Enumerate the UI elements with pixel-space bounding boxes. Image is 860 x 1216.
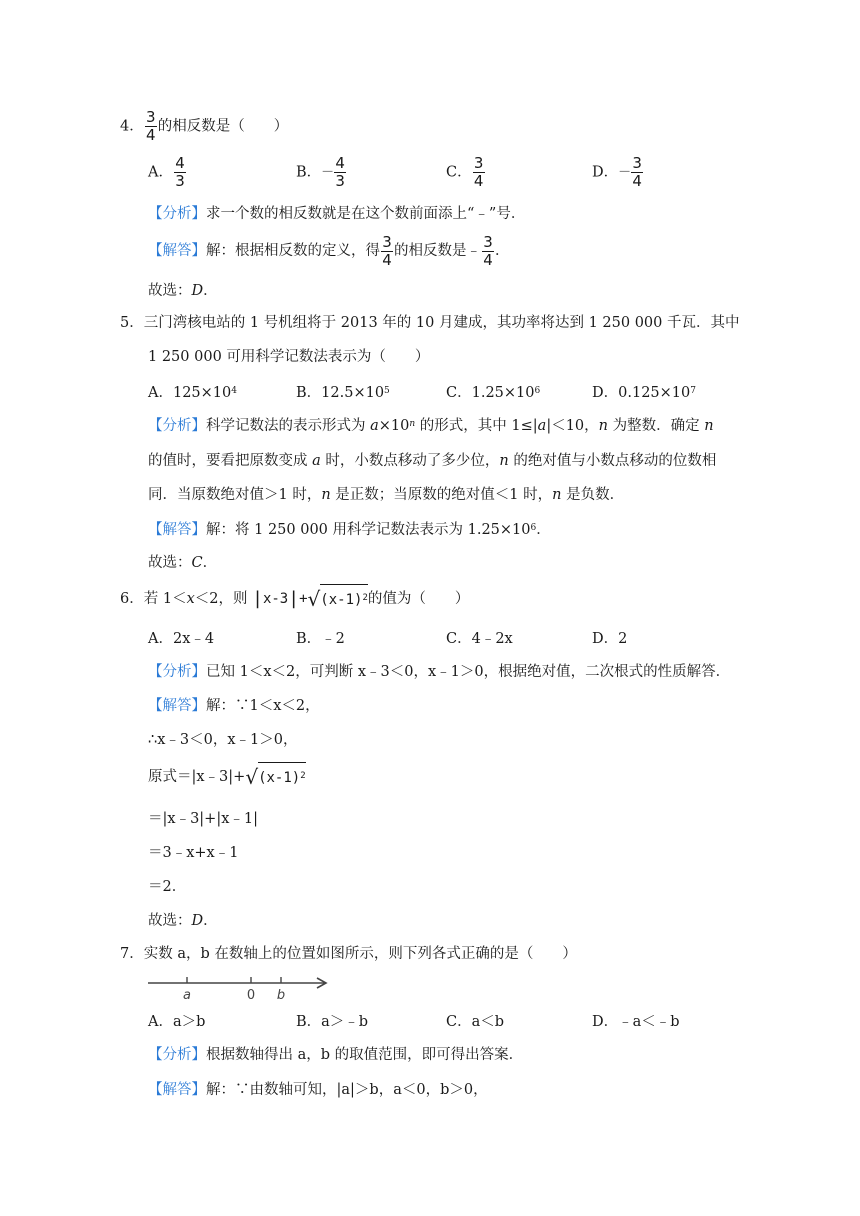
q4-stem bbox=[120, 110, 288, 143]
q4-choice: 故选：D． bbox=[148, 283, 218, 299]
q6-answer: 【解答】解：∵1＜x＜2， bbox=[148, 698, 320, 714]
q4-option-d: D．－ $\frac{3}{4}$ bbox=[592, 154, 642, 190]
answer-tag: 【解答】 bbox=[148, 522, 206, 538]
q4-question-text: 的相反数是（ ） bbox=[157, 118, 289, 135]
q4-option-a: A． $\frac{4}{3}$ bbox=[148, 154, 185, 190]
q5-number: 5． bbox=[120, 315, 144, 331]
q5-option-b: B．$12.5\times 10^5$ bbox=[296, 385, 390, 401]
q5-analysis-line2: 的值时，要看把原数变成 a 时，小数点移动了多少位，n 的绝对值与小数点移动的位数相 bbox=[148, 453, 717, 469]
q5-option-d: D．$0.125\times 10^7$ bbox=[592, 385, 696, 401]
analysis-tag: 【分析】 bbox=[148, 664, 206, 680]
q6-step5: ＝2． bbox=[148, 879, 187, 895]
q6-analysis: 【分析】已知 1＜x＜2，可判断 x﹣3＜0，x﹣1＞0，根据绝对值，二次根式的性质解答． bbox=[148, 664, 731, 680]
q6-option-c: C．4﹣2x bbox=[446, 631, 513, 647]
q6-option-b: B．﹣2 bbox=[296, 631, 345, 647]
q6-stem: 6．若 1＜x＜2，则 | x-3 | + √ $(x-1)^2$ 的值为（ ） bbox=[120, 584, 469, 614]
q4-fraction: $\frac{3}{4}$ bbox=[145, 108, 156, 144]
q7-stem: 7．实数 a，b 在数轴上的位置如图所示，则下列各式正确的是（ ） bbox=[120, 946, 577, 962]
q4-analysis: 【分析】求一个数的相反数就是在这个数前面添上“﹣”号． bbox=[148, 206, 526, 222]
q7-option-a: A．a＞b bbox=[148, 1014, 206, 1030]
q7-option-b: B．a＞﹣b bbox=[296, 1014, 369, 1030]
q6-option-d: D．2 bbox=[592, 631, 628, 647]
q5-answer: 【解答】解：将 1 250 000 用科学记数法表示为 $1.25\times 10^6$． bbox=[148, 522, 551, 538]
analysis-tag: 【分析】 bbox=[148, 206, 206, 222]
q5-choice: 故选：C． bbox=[148, 555, 218, 571]
q5-stem-line2: 1 250 000 可用科学记数法表示为（ ） bbox=[148, 349, 430, 365]
analysis-tag: 【分析】 bbox=[148, 1047, 206, 1063]
axis-label-b: b bbox=[276, 988, 286, 1002]
analysis-tag: 【分析】 bbox=[148, 418, 206, 434]
q4-answer: 【解答】解：根据相反数的定义，得 $\frac{3}{4}$ 的相反数是﹣ $\frac{3}{4}$ ． bbox=[148, 232, 510, 269]
q5-option-c: C．$1.25\times 10^6$ bbox=[446, 385, 541, 401]
q6-choice: 故选：D． bbox=[148, 913, 218, 929]
q6-step2: 原式＝|x﹣3|+ √ $(x-1)^2$ bbox=[148, 762, 306, 792]
q7-number: 7． bbox=[120, 946, 144, 962]
q6-step1: ∴x﹣3＜0，x﹣1＞0， bbox=[148, 732, 298, 748]
answer-tag: 【解答】 bbox=[148, 698, 206, 714]
axis-label-0: 0 bbox=[246, 988, 256, 1002]
q5-analysis-line1: 【分析】科学记数法的表示形式为 $a\times 10^n$ 的形式，其中 1≤|a|＜10，n 为整数．确定 n bbox=[148, 418, 714, 434]
q4-number: 4． bbox=[120, 118, 144, 135]
q6-step3: ＝|x﹣3|+|x﹣1| bbox=[148, 811, 258, 827]
q5-option-a: A．$125\times 10^4$ bbox=[148, 385, 237, 401]
q5-analysis-line3: 同．当原数绝对值＞1 时，n 是正数；当原数的绝对值＜1 时，n 是负数． bbox=[148, 487, 625, 503]
q6-expression: | x-3 | + √ $(x-1)^2$ bbox=[252, 584, 368, 614]
number-line-figure bbox=[145, 972, 335, 1002]
q4-option-b: B．－ $\frac{4}{3}$ bbox=[296, 154, 345, 190]
q6-option-a: A．2x﹣4 bbox=[148, 631, 215, 647]
q4-option-c: C． $\frac{3}{4}$ bbox=[446, 154, 484, 190]
answer-tag: 【解答】 bbox=[148, 1082, 206, 1098]
q6-step4: ＝3﹣x+x﹣1 bbox=[148, 845, 239, 861]
answer-tag: 【解答】 bbox=[148, 243, 206, 259]
q6-number: 6． bbox=[120, 591, 144, 607]
q7-option-d: D．﹣a＜﹣b bbox=[592, 1014, 680, 1030]
q7-answer: 【解答】解：∵由数轴可知，|a|＞b，a＜0，b＞0， bbox=[148, 1082, 488, 1098]
axis-label-a: a bbox=[183, 988, 191, 1002]
q5-stem-line1: 5．三门湾核电站的 1 号机组将于 2013 年的 10 月建成，其功率将达到 1 250 000 千瓦．其中 bbox=[120, 315, 740, 331]
q7-option-c: C．a＜b bbox=[446, 1014, 505, 1030]
q7-analysis: 【分析】根据数轴得出 a，b 的取值范围，即可得出答案． bbox=[148, 1047, 524, 1063]
